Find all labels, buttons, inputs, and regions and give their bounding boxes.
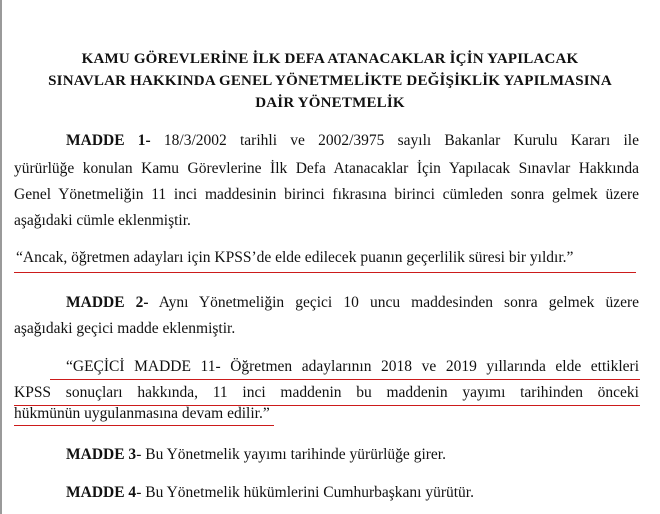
madde-3-line [14, 445, 639, 465]
gecici-madde-line-2: KPSS sonuçları hakkında, 11 inci maddenin bu maddenin yayımı tarihinden önceki [14, 384, 639, 401]
madde-2-line-2: aşağıdaki geçici madde eklenmiştir. [14, 320, 236, 337]
madde-1-line-2: yürürlüğe konulan Kamu Görevlerine İlk Defa Atanacaklar İçin Yapılacak Sınavlar Hakkında [14, 160, 639, 177]
gecici-madde-line-1: “GEÇİCİ MADDE 11- Öğretmen adaylarının 2018 ve 2019 yıllarında elde ettikleri [66, 358, 639, 375]
madde-1-quote: “Ancak, öğretmen adayları için KPSS’de elde edilecek puanın geçerlilik süresi bir yıldır.” [16, 249, 574, 266]
madde-1-text-1: 18/3/2002 tarihli ve 2002/3975 sayılı Bakanlar Kurulu Kararı ile [150, 132, 639, 149]
madde-2-line-1 [14, 293, 639, 313]
madde-1-label: MADDE 1- [66, 132, 151, 149]
document-title [20, 48, 640, 114]
madde-3-text: - Bu Yönetmelik yayımı tarihinde yürürlüğe girer. [136, 446, 446, 463]
madde-4-text: - Bu Yönetmelik hükümlerini Cumhurbaşkanı yürütür. [136, 484, 474, 501]
title-line-2: SINAVLAR HAKKINDA GENEL YÖNETMELİKTE DEĞİŞİKLİK YAPILMASINA [48, 73, 612, 89]
title-line-1: KAMU GÖREVLERİNE İLK DEFA ATANACAKLAR İÇİN YAPILACAK [81, 51, 579, 67]
page-edge [0, 0, 2, 514]
madde-2-label: MADDE 2- [66, 294, 149, 311]
gecici-madde-line-3: hükmünün uygulanmasına devam edilir.” [14, 405, 270, 422]
madde-2-text-1: Aynı Yönetmeliğin geçici 10 uncu maddesinden sonra gelmek üzere [148, 294, 639, 311]
madde-1-line-1 [14, 131, 639, 151]
quote-underline-1 [14, 272, 636, 273]
madde-4-line [14, 483, 639, 503]
madde-4-label: MADDE 4 [66, 484, 137, 501]
title-line-3: DAİR YÖNETMELİK [255, 95, 405, 111]
quote-underline-2 [50, 379, 640, 380]
quote-underline-4 [14, 425, 274, 426]
madde-3-label: MADDE 3 [66, 446, 137, 463]
madde-1-line-3: Genel Yönetmeliğin 11 inci maddesinin birinci fıkrasına birinci cümleden sonra gelmek üzere [14, 186, 639, 203]
madde-1-line-4: aşağıdaki cümle eklenmiştir. [14, 212, 191, 229]
